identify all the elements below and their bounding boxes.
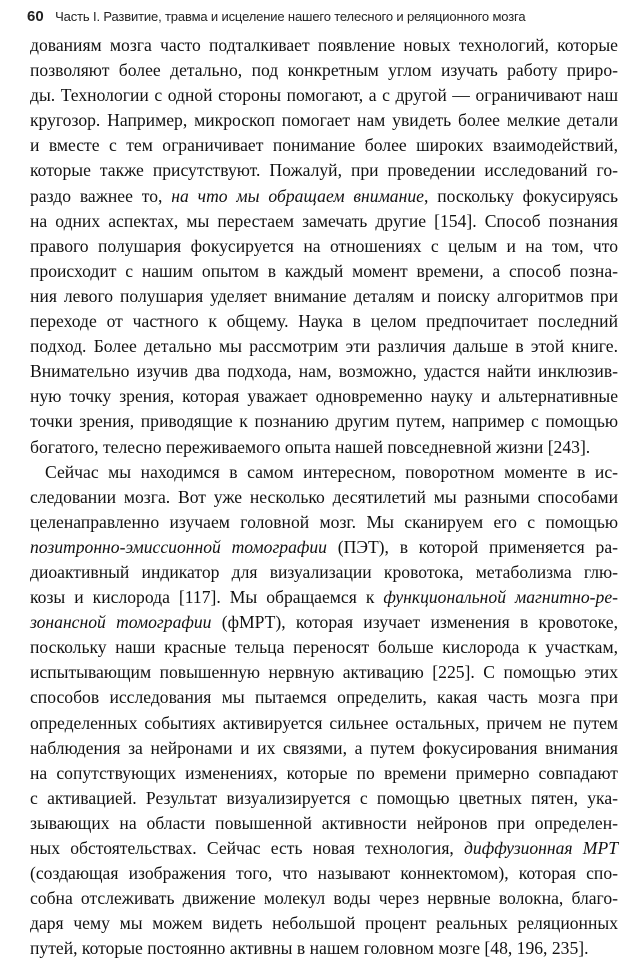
text-line [30,384,618,409]
paragraph [30,460,618,961]
text-segment: даря чему мы можем видеть небольшой процент реальных реляционных [30,913,618,934]
text-line [30,209,618,234]
text-line [30,409,618,434]
text-segment: (фМРТ), которая изучает изменения в кровотоке, [211,612,618,633]
text-line [30,284,618,309]
emphasized-term: позитронно-эмиссионной томографии [30,536,327,557]
text-segment: богатого, телесно переживаемого опыта нашей повседневной жизни [243]. [30,436,591,457]
text-segment: происходит с нашим опытом в каждый момент времени, а способ позна- [30,260,618,281]
text-segment: (создающая изображения того, что называют коннектомом), которая спо- [30,863,618,884]
text-line [30,359,618,384]
text-segment: правого полушария фокусируется на отношениях с целым и на том, что [30,235,618,256]
text-segment: козы и кислорода [117]. Мы обращаемся к [30,587,384,608]
emphasized-term: функциональной магнитно-ре- [383,587,618,608]
text-line [30,485,618,510]
text-segment: наблюдения за нейронами и их связями, а путем фокусирования внимания [30,737,618,758]
text-segment: ных обстоятельствах. Сейчас есть новая технология, [30,838,465,858]
text-line [30,184,618,209]
running-title: Часть I. Развитие, травма и исцеление нашего телесного и реляционного мозга [55,9,526,24]
text-segment: которые также присутствуют. Пожалуй, при проведении исследований го- [30,160,618,181]
text-line [30,133,618,158]
text-line [30,460,618,485]
text-line [30,334,618,359]
text-line [30,911,618,936]
text-line [30,711,618,736]
text-segment: диоактивный индикатор для визуализации кровотока, метаболизма глю- [30,561,618,582]
text-line [30,560,618,585]
text-segment: целенаправленно изучаем головной мозг. Мы сканируем его с помощью [30,511,618,532]
text-line [30,811,618,836]
text-segment: испытывающим повышенную нервную активацию [225]. С помощью этих [30,662,618,683]
text-line [30,585,618,610]
text-segment: зывающих на области повышенной активности нейронов при определен- [30,812,618,833]
text-segment: с активацией. Результат визуализируется с помощью цветных пятен, ука- [30,787,618,808]
text-segment: и вместе с тем ограничивает понимание более широких взаимодействий, [30,135,618,156]
text-segment: поскольку наши красные тельца переносят больше кислорода к участкам, [30,637,618,658]
text-segment: ды. Технологии с одной стороны помогают, а с другой — ограничивают наш [30,85,618,106]
text-line [30,259,618,284]
text-segment: на сопутствующих изменениях, которые по времени примерно совпадают [30,762,618,783]
text-line [30,435,618,460]
text-segment: дованиям мозга часто подталкивает появление новых технологий, которые [30,35,618,55]
emphasized-term: диффузионная МРТ [464,838,618,858]
text-line [30,836,618,861]
text-segment: раздо важнее то, [30,185,172,206]
text-segment: кругозор. Например, микроскоп помогает нам увидеть более мелкие детали [30,110,618,131]
text-line [30,309,618,334]
text-segment: , поскольку фокусируясь [423,185,618,206]
text-line [30,510,618,535]
text-segment: Внимательно изучив два подхода, нам, возможно, удастся найти инклюзив- [30,361,618,382]
emphasized-term: зонансной томографии [30,612,212,633]
text-line [30,535,618,560]
page-number: 60 [27,8,44,25]
text-segment: Сейчас мы находимся в самом интересном, поворотном моменте в ис- [45,461,618,482]
text-line [30,108,618,133]
text-segment: определенных событиях активируется сильнее остальных, причем не путем [30,712,618,733]
text-segment: подход. Более детально мы рассмотрим эти различия дальше в этой книге. [30,336,618,357]
text-line [30,736,618,761]
text-line [30,158,618,183]
text-line [30,234,618,259]
text-segment: позволяют более детально, под конкретным углом изучать работу приро- [30,60,618,81]
body-text [30,33,618,961]
text-line [30,861,618,886]
text-segment: точки зрения, приводящие к познанию другим путем, например с помощью [30,411,618,432]
text-line [30,685,618,710]
text-line [30,635,618,660]
running-head [27,8,617,25]
paragraph [30,33,618,460]
text-segment: переходе от частного к общему. Наука в целом предпочитает последний [30,311,618,332]
text-segment: путей, которые постоянно активны в нашем головном мозге [48, 196, 235]. [30,938,589,959]
emphasized-term: на что мы обращаем внимание [171,185,424,206]
text-line [30,610,618,635]
text-segment: (ПЭТ), в которой применяется ра- [326,536,618,557]
text-segment: способов исследования мы пытаемся определить, какая часть мозга при [30,687,618,708]
text-line [30,58,618,83]
text-line [30,83,618,108]
text-line [30,660,618,685]
text-segment: ную точку зрения, которая уважает одновременно науку и альтернативные [30,386,618,407]
text-segment: на одних аспектах, мы перестаем замечать другие [154]. Способ познания [30,210,618,231]
text-line [30,33,618,58]
text-line [30,761,618,786]
text-segment: собна отслеживать движение молекул воды через нервные волокна, благо- [30,888,618,909]
text-line [30,786,618,811]
text-line [30,936,618,961]
text-segment: ния левого полушария уделяет внимание деталям и поиску алгоритмов при [30,285,618,306]
text-segment: следовании мозга. Вот уже несколько десятилетий мы разными способами [30,486,618,507]
